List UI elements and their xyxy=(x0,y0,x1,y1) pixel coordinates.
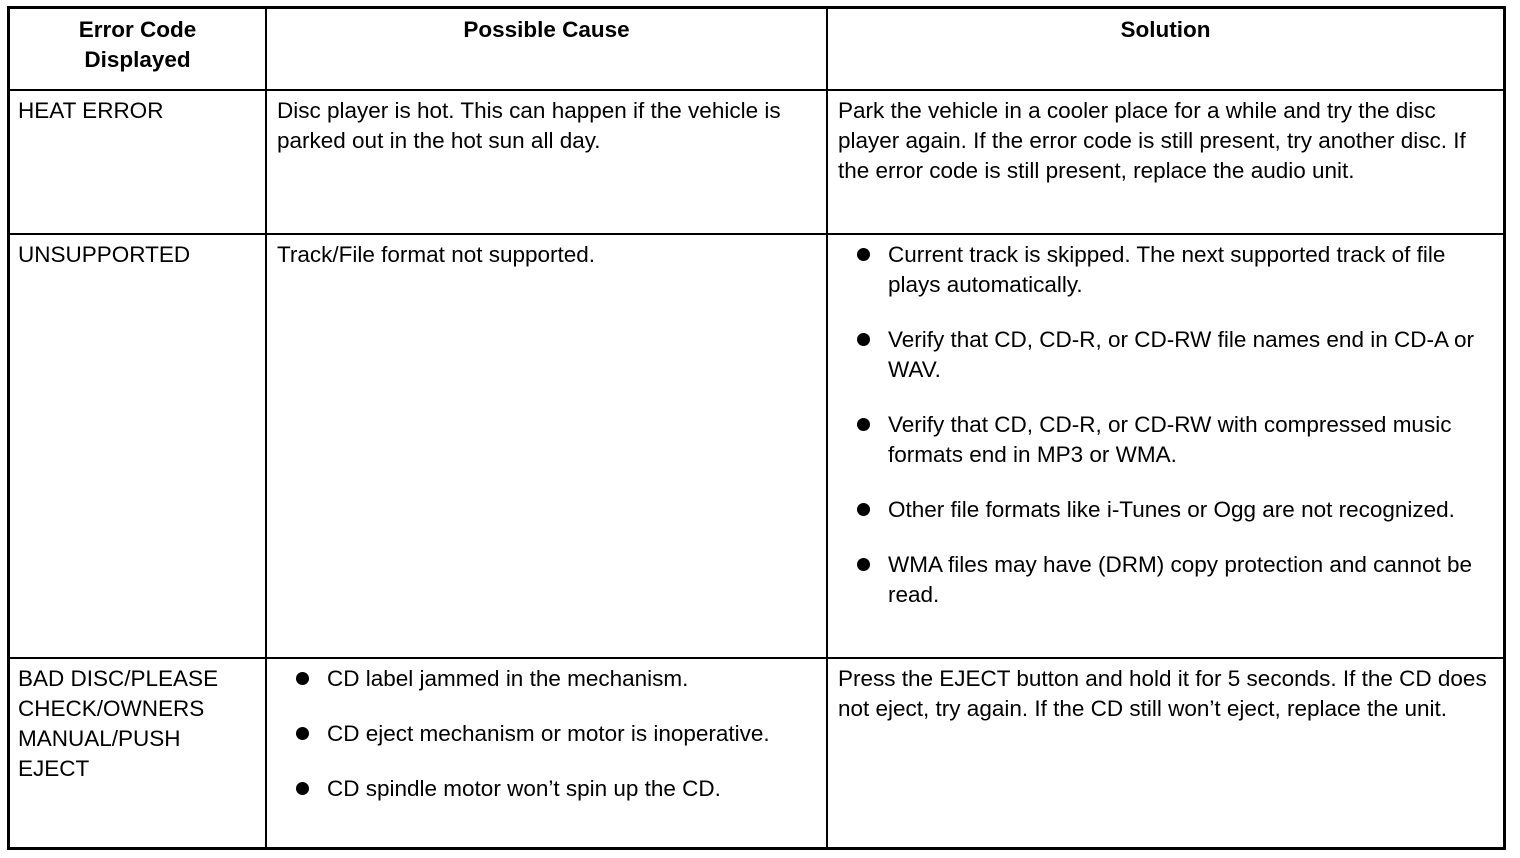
table-row xyxy=(10,91,1503,235)
header-error-code xyxy=(10,9,265,89)
error-code-table xyxy=(7,6,1506,850)
solution-cell xyxy=(826,235,1503,657)
possible-cause-text: Disc player is hot. This can happen if the vehicle is parked out in the hot sun all day. xyxy=(277,98,781,153)
list-item xyxy=(277,719,816,749)
possible-cause-text: Track/File format not supported. xyxy=(277,242,596,267)
list-item-text: CD spindle motor won’t spin up the CD. xyxy=(327,776,721,801)
bullet-icon xyxy=(296,672,309,685)
error-code-cell xyxy=(10,91,265,233)
list-item xyxy=(277,774,816,804)
header-solution xyxy=(826,9,1503,89)
list-item-text: Current track is skipped. The next supported track of file plays automatically. xyxy=(888,242,1446,297)
error-code-text: HEAT ERROR xyxy=(18,98,164,123)
list-item-text: WMA files may have (DRM) copy protection and cannot be read. xyxy=(888,552,1473,607)
header-possible-cause xyxy=(265,9,826,89)
bullet-icon xyxy=(857,503,870,516)
list-item-text: Other file formats like i-Tunes or Ogg are not recognized. xyxy=(888,497,1455,522)
cause-bullet-list xyxy=(277,664,816,804)
possible-cause-cell xyxy=(265,91,826,233)
bullet-icon xyxy=(857,248,870,261)
possible-cause-cell xyxy=(265,235,826,657)
header-solution-label: Solution xyxy=(1120,17,1211,42)
header-possible-cause-label: Possible Cause xyxy=(463,17,630,42)
solution-bullet-list xyxy=(838,240,1493,610)
bullet-icon xyxy=(857,558,870,571)
list-item-text: Verify that CD, CD-R, or CD-RW file names end in CD-A or WAV. xyxy=(888,327,1474,382)
list-item-text: Verify that CD, CD-R, or CD-RW with compressed music formats end in MP3 or WMA. xyxy=(888,412,1452,467)
error-code-cell xyxy=(10,659,265,850)
list-item xyxy=(277,664,816,694)
possible-cause-cell xyxy=(265,659,826,850)
solution-cell xyxy=(826,91,1503,233)
list-item xyxy=(838,240,1493,300)
list-item xyxy=(838,495,1493,525)
list-item xyxy=(838,550,1493,610)
bullet-icon xyxy=(296,727,309,740)
solution-cell xyxy=(826,659,1503,850)
bullet-icon xyxy=(857,418,870,431)
table-header-row xyxy=(10,9,1503,91)
list-item-text: CD label jammed in the mechanism. xyxy=(327,666,689,691)
list-item xyxy=(838,325,1493,385)
bullet-icon xyxy=(857,333,870,346)
list-item xyxy=(838,410,1493,470)
solution-text: Park the vehicle in a cooler place for a while and try the disc player again. If the error code is still present, try another disc. If the error code is still present, replace the audio unit. xyxy=(838,98,1466,183)
table-row xyxy=(10,235,1503,659)
error-code-text: UNSUPPORTED xyxy=(18,242,191,267)
list-item-text: CD eject mechanism or motor is inoperative. xyxy=(327,721,770,746)
error-code-cell xyxy=(10,235,265,657)
solution-text: Press the EJECT button and hold it for 5 seconds. If the CD does not eject, try again. If the CD still won’t eject, replace the unit. xyxy=(838,666,1487,721)
header-error-code-label: Error Code Displayed xyxy=(78,17,197,72)
error-code-text: BAD DISC/PLEASE CHECK/OWNERS MANUAL/PUSH EJECT xyxy=(18,666,219,781)
bullet-icon xyxy=(296,782,309,795)
table-row xyxy=(10,659,1503,850)
